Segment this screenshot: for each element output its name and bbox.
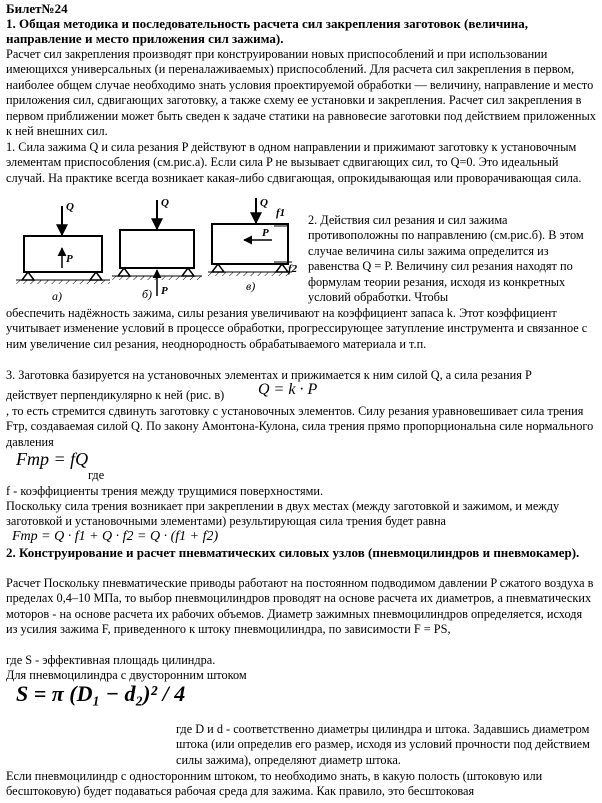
friction-coefficient-definition: f - коэффициенты трения между трущимися поверхностями. bbox=[6, 484, 324, 498]
question-1-heading: 1. Общая методика и последовательность расчета сил закрепления заготовок (величина, направление и место приложения сил зажима). bbox=[6, 16, 528, 47]
where-label: где bbox=[88, 468, 105, 482]
formula-friction: Fтр = fQ bbox=[16, 449, 89, 469]
fig-b-caption: б) bbox=[142, 287, 153, 301]
fig-c-f2-label: f2 bbox=[288, 263, 298, 275]
formula-total-friction: Fтр = Q · f1 + Q · f2 = Q · (f1 + f2) bbox=[12, 529, 219, 544]
question-2-heading: 2. Конструирование и расчет пневматических силовых узлов (пневмоцилиндров и пневмокамер). bbox=[6, 545, 580, 560]
case-3-line-1: 3. Заготовка базируется на установочных элементах и прижимается к ним силой Q, а сила резания P bbox=[6, 368, 532, 382]
clamping-force-figure bbox=[12, 196, 306, 302]
case-2-side-text: 2. Действия сил резания и сил зажима противоположны по направлению (см.рис.б). В этом случае величина силы зажима определится из равенства Q = P. Величину сил резания находят по формулам теории резания, исходя из конкретных условий обработки. Чтобы bbox=[308, 213, 584, 305]
double-rod-label: Для пневмоцилиндра с двусторонним штоком bbox=[6, 668, 247, 682]
fig-a-caption: а) bbox=[52, 289, 62, 302]
diameters-definition: где D и d - соответственно диаметры цилиндра и штока. Задавшись диаметром штока (или определив его размер, исходя из условий прочности под действием силы зажима), определяют диаметр штока. bbox=[176, 722, 590, 767]
friction-paragraph: Поскольку сила трения возникает при закреплении в двух местах (между заготовкой и зажимом, и между заготовкой и установочными элементами) результирующая сила трения будет равна bbox=[6, 499, 560, 529]
formula-q-equals-kp: Q = k · P bbox=[258, 381, 318, 398]
fig-b-q-label: Q bbox=[161, 197, 169, 209]
case-3-continued: , то есть стремится сдвинуть заготовку с установочных элементов. Силу резания уравновешивает сила трения Fтр, создаваемая силой Q. По закону Амонтона-Кулона, сила трения прямо пропорциональна силе нормального давления bbox=[6, 404, 594, 449]
fig-c-p-label: P bbox=[262, 227, 269, 239]
case-3-line-2: действует перпендикулярно к ней (рис. в) bbox=[6, 388, 225, 402]
single-rod-paragraph: Если пневмоцилиндр с односторонним штоком, то необходимо знать, в какую полость (штоковую или бесштоковую) будет подаваться рабочая среда для зажима. Как правило, это бесштоковая bbox=[6, 769, 543, 799]
case-2-continued: обеспечить надёжность зажима, силы резания увеличивают на коэффициент запаса k. Этот коэффициент учитывает изменение условий в процессе обработки, прогрессирующее затупление инструмента и связанное с ним увеличение сил резания, неоднородность обрабатываемого материала и т.п. bbox=[6, 306, 588, 351]
case-1-paragraph: 1. Сила зажима Q и сила резания P действуют в одном направлении и прижимают заготовку к установочным элементам приспособления (см.рис.а). Если сила P не вызывает сдвигающих сил, то Q=0. Это идеальный случай. На практике всегда возникает какая-либо сдвигающая, опрокидывающая или проворачивающая сила. bbox=[6, 140, 582, 185]
area-definition: где S - эффективная площадь цилиндра. bbox=[6, 653, 216, 667]
fig-c-caption: в) bbox=[246, 279, 256, 293]
fig-a-q-label: Q bbox=[66, 201, 74, 213]
fig-a-p-label: P bbox=[66, 253, 73, 265]
formula-area: S = π (D₁ − d₂)² / 4 bbox=[16, 681, 186, 706]
fig-c-q-label: Q bbox=[260, 197, 268, 209]
ticket-number: Билет№24 bbox=[6, 1, 68, 16]
figure-a bbox=[16, 206, 110, 284]
fig-b-p-label: P bbox=[161, 285, 168, 297]
figure-b bbox=[112, 200, 202, 296]
fig-c-f1-label: f1 bbox=[276, 207, 286, 219]
intro-paragraph: Расчет сил закрепления производят при конструировании новых приспособлений и при использовании имеющихся универсальных (и переналаживаемых) приспособлений. Для расчета сил закрепления в первом, наиболее общем случае необходимо знать условия проектируемой обработки — величину, направление и место приложения сил, сдвигающих заготовку, а также схему ее установки и закрепления. Расчет сил закрепления в первом приближении может быть сведен к задаче статики на равновесие заготовки под действием приложенных к ней внешних сил. bbox=[6, 47, 596, 139]
pneumatic-paragraph: Расчет Поскольку пневматические приводы работают на постоянном подводимом давлении P сжатого воздуха в пределах 0,4–10 МПа, то выбор пневмоцилиндров проводят на основе расчета их диаметров, а пневматических моторов - на основе расчета их рабочих объемов. Диаметр зажимных пневмоцилиндров определяется, исходя из усилия зажима F, приведенного к штоку пневмоцилиндра, по зависимости F = PS, bbox=[6, 576, 594, 637]
